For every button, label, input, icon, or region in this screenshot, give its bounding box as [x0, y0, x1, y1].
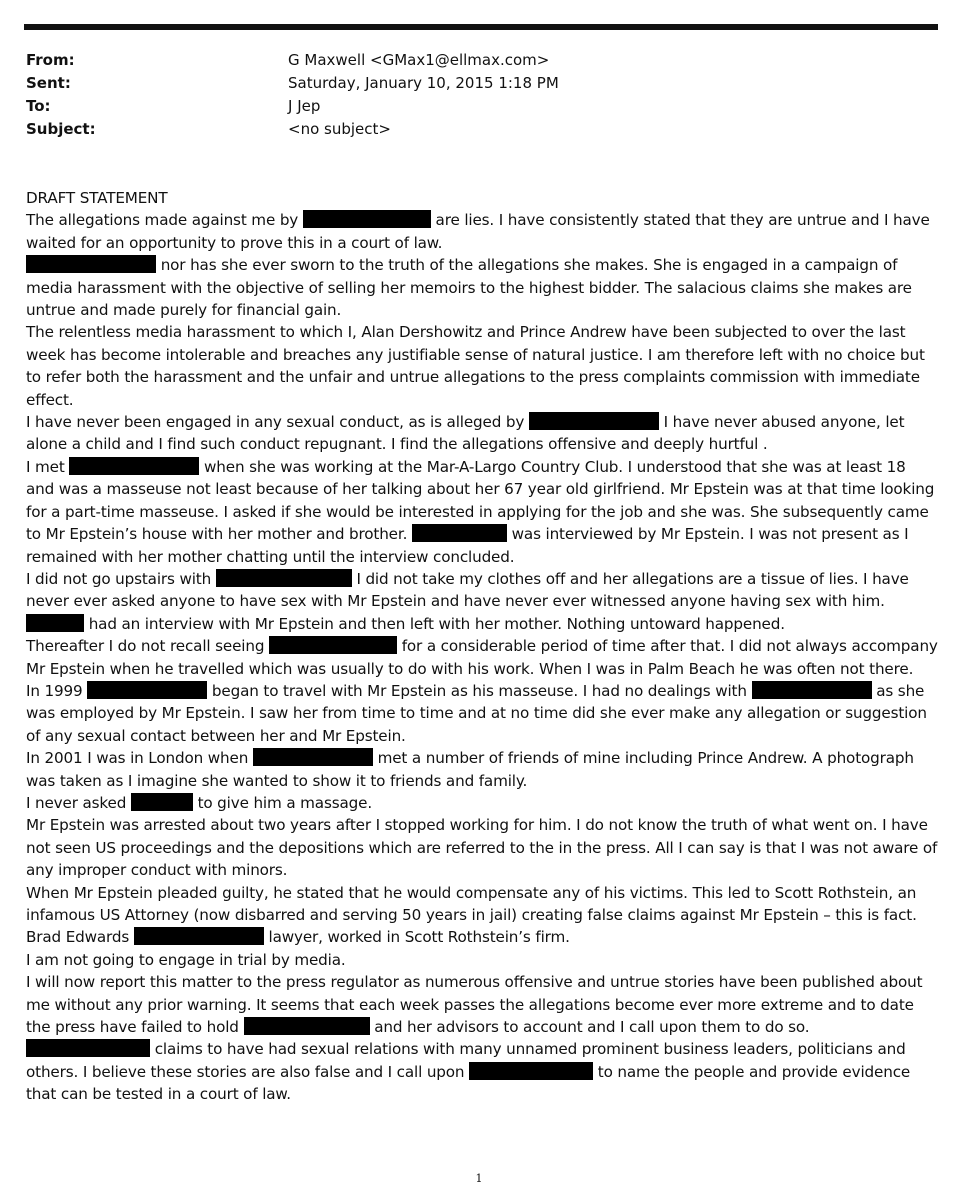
- redaction-box: [131, 793, 193, 811]
- from-value: G Maxwell <GMax1@ellmax.com>: [288, 51, 550, 69]
- paragraph: claims to have had sexual relations with many unnamed prominent business leaders, politicians and others. I believe these stories are also false and I call upon to name the people and provide evidence that can be tested in a court of law.: [26, 1040, 911, 1104]
- statement-title: DRAFT STATEMENT: [26, 189, 168, 207]
- sent-label: Sent:: [26, 74, 71, 92]
- redaction-box: [26, 255, 156, 273]
- redaction-box: [216, 569, 352, 587]
- paragraph: I met when she was working at the Mar-A-Largo Country Club. I understood that she was at least 18 and was a masseuse not least because of her talking about her 67 year old girlfriend. Mr Epstein was at that time looking for a part-time masseuse. I asked if she would be interested in applying for the job and she was. She subsequently came to Mr Epstein’s house with her mother and brother. was interviewed by Mr Epstein. I was not present as I remained with her mother chatting until the interview concluded.: [26, 457, 935, 566]
- redaction-box: [134, 927, 264, 945]
- paragraph: Thereafter I do not recall seeing for a considerable period of time after that. I did not always accompany Mr Epstein when he travelled which was usually to do with his work. When I was in Palm Beach he was often not there.: [26, 637, 938, 678]
- redaction-box: [69, 457, 199, 475]
- to-label: To:: [26, 97, 51, 115]
- paragraph: I am not going to engage in trial by media.: [26, 950, 346, 969]
- paragraph: When Mr Epstein pleaded guilty, he stated that he would compensate any of his victims. This led to Scott Rothstein, an infamous US Attorney (now disbarred and serving 50 years in jail) creating false claims against Mr Epstein – this is fact.: [26, 883, 917, 924]
- redaction-box: [87, 681, 207, 699]
- paragraph: The allegations made against me by are lies. I have consistently stated that they are untrue and I have waited for an opportunity to prove this in a court of law.: [26, 211, 930, 252]
- redaction-box: [253, 748, 373, 766]
- redaction-box: [244, 1017, 370, 1035]
- redaction-box: [26, 1039, 150, 1057]
- from-label: From:: [26, 51, 75, 69]
- paragraph: had an interview with Mr Epstein and then left with her mother. Nothing untoward happened.: [26, 613, 938, 635]
- redaction-box: [303, 210, 431, 228]
- redaction-box: [269, 636, 397, 654]
- redaction-box: [752, 681, 872, 699]
- header-rule: [24, 24, 938, 30]
- subject-label: Subject:: [26, 120, 96, 138]
- paragraph: nor has she ever sworn to the truth of the allegations she makes. She is engaged in a campaign of media harassment with the objective of selling her memoirs to the highest bidder. The salacious claims she makes are untrue and made purely for financial gain.: [26, 256, 912, 320]
- paragraph: In 2001 I was in London when met a number of friends of mine including Prince Andrew. A photograph was taken as I imagine she wanted to show it to friends and family.: [26, 749, 914, 790]
- redaction-box: [26, 614, 84, 632]
- redaction-box: [412, 524, 507, 542]
- paragraph: In 1999 began to travel with Mr Epstein as his masseuse. I had no dealings with as she was employed by Mr Epstein. I saw her from time to time and at no time did she ever make any allegation or suggestion of any sexual contact between her and Mr Epstein.: [26, 681, 927, 745]
- redaction-box: [469, 1062, 593, 1080]
- message-body: [26, 187, 938, 1106]
- paragraph: Brad Edwards lawyer, worked in Scott Rothstein’s firm.: [26, 928, 570, 947]
- sent-value: Saturday, January 10, 2015 1:18 PM: [288, 74, 559, 92]
- page-number: 1: [475, 1172, 483, 1185]
- to-value: J Jep: [288, 97, 321, 115]
- paragraph: I never asked to give him a massage.: [26, 793, 373, 812]
- paragraph: I will now report this matter to the press regulator as numerous offensive and untrue stories have been published about me without any prior warning. It seems that each week passes the allegations become ever more extreme and to date the press have failed to hold and her advisors to account and I call upon them to do so.: [26, 973, 923, 1037]
- paragraph: Mr Epstein was arrested about two years after I stopped working for him. I do not know the truth of what went on. I have not seen US proceedings and the depositions which are referred to the in the press. All I can say is that I was not aware of any improper conduct with minors.: [26, 816, 938, 880]
- subject-value: <no subject>: [288, 120, 391, 138]
- redaction-box: [529, 412, 659, 430]
- paragraph: The relentless media harassment to which I, Alan Dershowitz and Prince Andrew have been subjected to over the last week has become intolerable and breaches any justifiable sense of natural justice. I am therefore left with no choice but to refer both the harassment and the unfair and untrue allegations to the press complaints commission with immediate effect.: [26, 323, 925, 409]
- paragraph: I did not go upstairs with I did not take my clothes off and her allegations are a tissue of lies. I have never ever asked anyone to have sex with Mr Epstein and have never ever witnessed anyone having sex with him.: [26, 569, 909, 611]
- paragraph: I have never been engaged in any sexual conduct, as is alleged by I have never abused anyone, let alone a child and I find such conduct repugnant. I find the allegations offensive and deeply hurtful .: [26, 413, 905, 454]
